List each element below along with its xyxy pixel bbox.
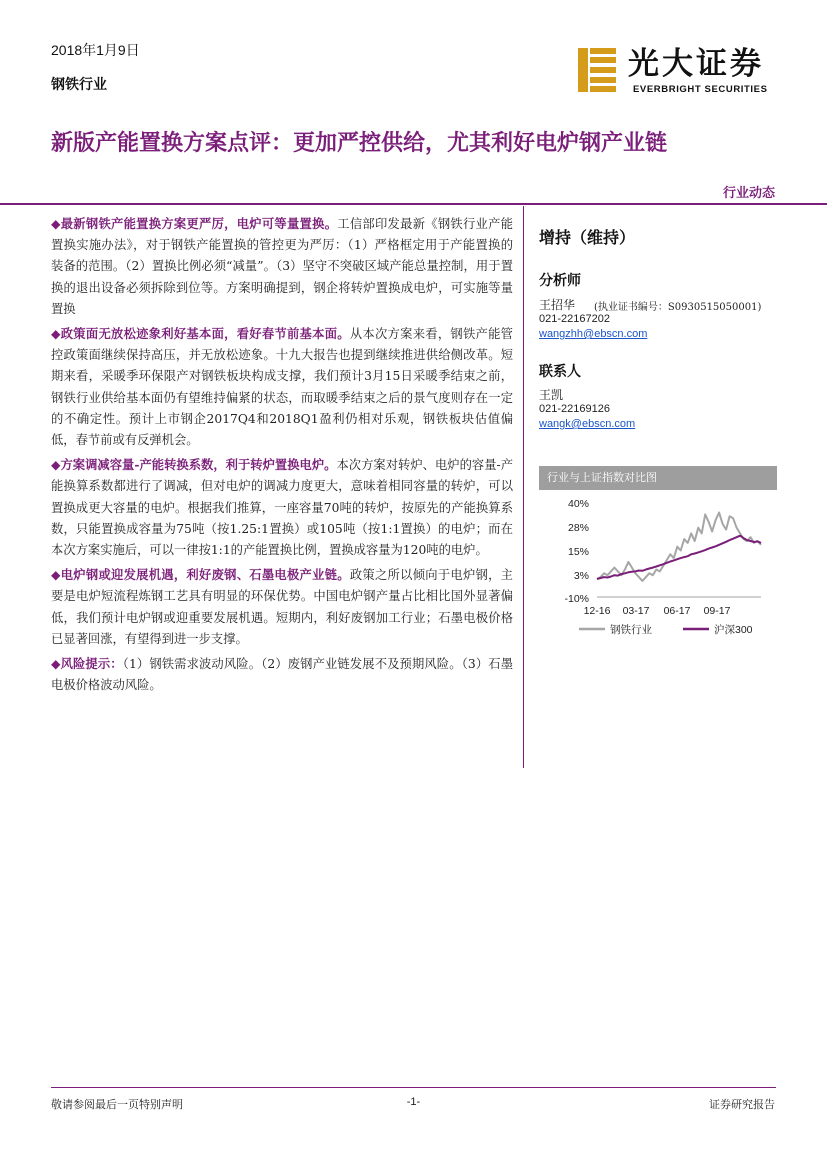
legend-label-steel: 钢铁行业 (610, 624, 652, 636)
analyst-email-link[interactable]: wangzhh@ebscn.com (539, 328, 648, 340)
contact-email-link[interactable]: wangk@ebscn.com (539, 418, 636, 430)
logo-chinese-name: 光大证券 (628, 46, 764, 82)
series-line-steel (597, 513, 761, 581)
legend-label-hs300: 沪深300 (714, 624, 753, 636)
y-tick-label: 28% (567, 522, 589, 534)
logo-english-name: EVERBRIGHT SECURITIES (633, 84, 768, 95)
paragraph (51, 213, 513, 320)
paragraph-text: 本次方案对转炉、电炉的容量-产能换算系数都进行了调减，但对电炉的调减力度更大，意味着相同容量的转炉，可以置换成更大容量的电炉。根据我们推算，一座容量70吨的转炉，按原先的产能换算系数，只能置换成容量为75吨（按1.25:1置换）或105吨（按1:1置换）的电炉；而在本次方案实施后，可以一律按1:1的产能置换比例，置换成容量为120吨的电炉。 (51, 458, 513, 558)
series-line-hs300 (597, 536, 761, 579)
contact-name: 王凯 (539, 388, 564, 402)
page-number: -1- (406, 1096, 421, 1108)
main-body (51, 213, 513, 699)
footer-disclaimer: 敬请参阅最后一页特别声明 (51, 1099, 183, 1111)
analyst-heading: 分析师 (539, 272, 581, 288)
x-tick-label: 06-17 (663, 605, 691, 617)
paragraph (51, 454, 513, 561)
header-divider (0, 203, 827, 205)
paragraph-lead: ◆风险提示： (51, 656, 123, 672)
chart-title-bar: 行业与上证指数对比图 (539, 466, 777, 490)
paragraph-lead: ◆最新钢铁产能置换方案更严厉，电炉可等量置换。 (51, 216, 338, 231)
x-tick-label: 12-16 (583, 605, 611, 617)
y-tick-label: -10% (564, 593, 589, 605)
y-tick-label: 15% (567, 546, 589, 558)
analyst-phone: 021-22167202 (539, 313, 610, 325)
paragraph-lead: ◆电炉钢或迎发展机遇，利好废钢、石墨电极产业链。 (51, 567, 350, 583)
paragraph-lead: ◆政策面无放松迹象利好基本面，看好春节前基本面。 (51, 326, 350, 342)
paragraph (51, 653, 513, 696)
analyst-name: 王招华 (539, 298, 576, 312)
footer-divider (51, 1087, 776, 1088)
paragraph-text: 政策之所以倾向于电炉钢，主要是电炉短流程炼钢工艺具有明显的环保优势。中国电炉钢产量占比相比国外显著偏低，我们预计电炉钢或迎重要发展机遇。短期内，利好废钢加工行业；石墨电极价格已显著回涨，有望得到进一步支撑。 (51, 568, 513, 646)
paragraph (51, 323, 513, 451)
x-tick-label: 09-17 (703, 605, 731, 617)
report-title: 新版产能置换方案点评：更加严控供给，尤其利好电炉钢产业链 (51, 130, 668, 155)
analyst-cert: (执业证书编号：S0930515050001) (594, 302, 762, 313)
contact-heading: 联系人 (539, 363, 581, 379)
footer-report-label: 证券研究报告 (709, 1099, 775, 1111)
paragraph (51, 564, 513, 650)
legend (579, 623, 753, 636)
everbright-logo-icon (578, 48, 616, 92)
x-axis-ticks (584, 605, 731, 617)
paragraph-text: 从本次方案来看，钢铁产能管控政策面继续保持高压，并无放松迹象。十九大报告也提到继续推进供给侧改革。短期来看，采暖季环保限产对钢铁板块构成支撑，我们预计3月15日采暖季结束之前，钢铁行业供给基本面仍有望维持偏紧的状态，而取暖季结束之后的景气度则存在一定的不确定性。预计上市钢企2017Q4和2018Q1盈利仍相对乐观，钢铁板块估值偏低，春节前或有反弹机会。 (51, 327, 513, 448)
paragraph-text: 工信部印发最新《钢铁行业产能置换实施办法》，对于钢铁产能置换的管控更为严厉：（1）严格框定用于产能置换的装备的范围。（2）置换比例必须“减量”。（3）坚守不突破区域产能总量控制，用于置换的退出设备必须拆除到位等。方案明确提到，钢企将转炉置换成电炉，可实施等量置换 (51, 217, 513, 316)
contact-phone: 021-22169126 (539, 403, 610, 415)
rating: 增持（维持） (539, 230, 636, 247)
paragraph-lead: ◆方案调减容量-产能转换系数，利于转炉置换电炉。 (51, 457, 337, 473)
y-tick-label: 3% (573, 570, 589, 582)
report-type-label: 行业动态 (722, 185, 775, 200)
column-divider (523, 206, 524, 768)
report-date: 2018年1月9日 (51, 42, 140, 58)
paragraph-text: （1）钢铁需求波动风险。（2）废钢产业链发展不及预期风险。（3）石墨电极价格波动风险。 (51, 657, 513, 693)
comparison-chart (539, 494, 777, 640)
industry-label: 钢铁行业 (51, 76, 107, 92)
y-tick-label: 40% (567, 498, 589, 510)
x-tick-label: 03-17 (622, 605, 650, 617)
y-axis-ticks (564, 498, 589, 605)
